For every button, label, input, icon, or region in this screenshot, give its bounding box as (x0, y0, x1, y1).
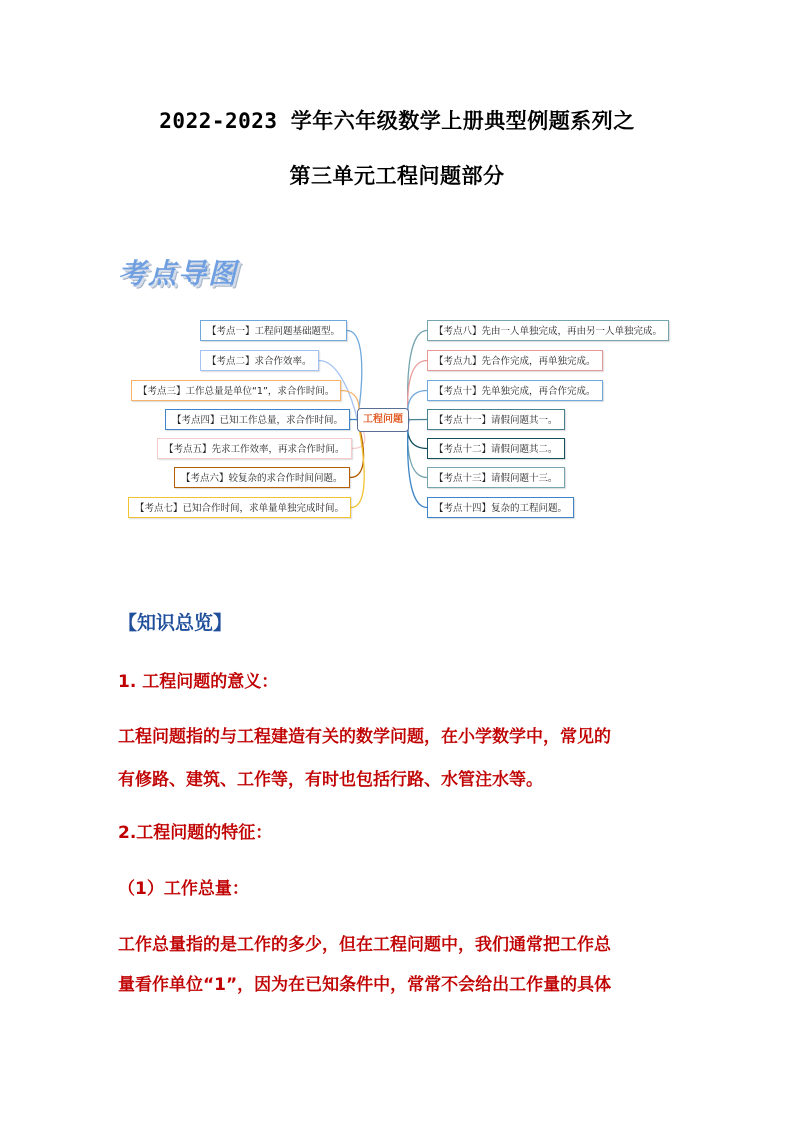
document-title-line-2: 第三单元工程问题部分 (289, 164, 505, 188)
item2-subheading-1: （1）工作总量： (118, 879, 249, 899)
mindmap-node-kaodian-7: 【考点七】已知合作时间，求单量单独完成时间。 (128, 497, 351, 518)
mindmap-connector-right-5 (408, 420, 427, 449)
mindmap-node-kaodian-2: 【考点二】求合作效率。 (200, 350, 319, 371)
mindmap-center-node: 工程问题 (357, 408, 409, 432)
knowledge-overview-heading: 【知识总览】 (118, 612, 233, 634)
mindmap-node-kaodian-4: 【考点四】已知工作总量，求合作时间。 (165, 409, 350, 430)
mindmap-node-kaodian-14: 【考点十四】复杂的工程问题。 (427, 497, 574, 518)
mindmap-node-kaodian-10: 【考点十】先单独完成，再合作完成。 (427, 380, 603, 401)
mindmap-node-kaodian-5: 【考点五】先求工作效率，再求合作时间。 (157, 438, 352, 459)
item1-text-line-1: 工程问题指的与工程建造有关的数学问题，在小学数学中，常见的 (118, 727, 611, 747)
mindmap-node-kaodian-1: 【考点一】工程问题基础题型。 (200, 320, 347, 341)
mindmap-node-kaodian-6: 【考点六】较复杂的求合作时间问题。 (174, 467, 350, 488)
section-banner-mindmap: 考点导图 (118, 257, 239, 290)
item2-text-line-2: 量看作单位“1”，因为在已知条件中，常常不会给出工作量的具体 (118, 975, 612, 995)
item2-title: 2.工程问题的特征： (118, 823, 273, 843)
mindmap-connector-left-7 (351, 420, 364, 508)
item2-text-line-1: 工作总量指的是工作的多少，但在工程问题中，我们通常把工作总 (118, 935, 611, 955)
mindmap-connector-right-4 (408, 420, 427, 421)
item1-text-line-2: 有修路、建筑、工作等，有时也包括行路、水管注水等。 (118, 770, 543, 790)
mindmap-node-kaodian-3: 【考点三】工作总量是单位“1”，求合作时间。 (131, 380, 341, 401)
mindmap-node-kaodian-11: 【考点十一】请假问题其一。 (427, 409, 565, 430)
document-title-line-1: 2022-2023 学年六年级数学上册典型例题系列之 (159, 109, 635, 133)
mindmap-connector-right-7 (408, 420, 427, 508)
mindmap-node-kaodian-9: 【考点九】先合作完成，再单独完成。 (427, 350, 603, 371)
mindmap-node-kaodian-8: 【考点八】先由一人单独完成，再由另一人单独完成。 (427, 320, 669, 341)
mindmap-connector-right-3 (408, 391, 427, 421)
mindmap-node-kaodian-12: 【考点十二】请假问题其二。 (427, 438, 565, 459)
item1-title: 1. 工程问题的意义： (118, 672, 279, 692)
mindmap-node-kaodian-13: 【考点十三】请假问题十三。 (427, 467, 565, 488)
